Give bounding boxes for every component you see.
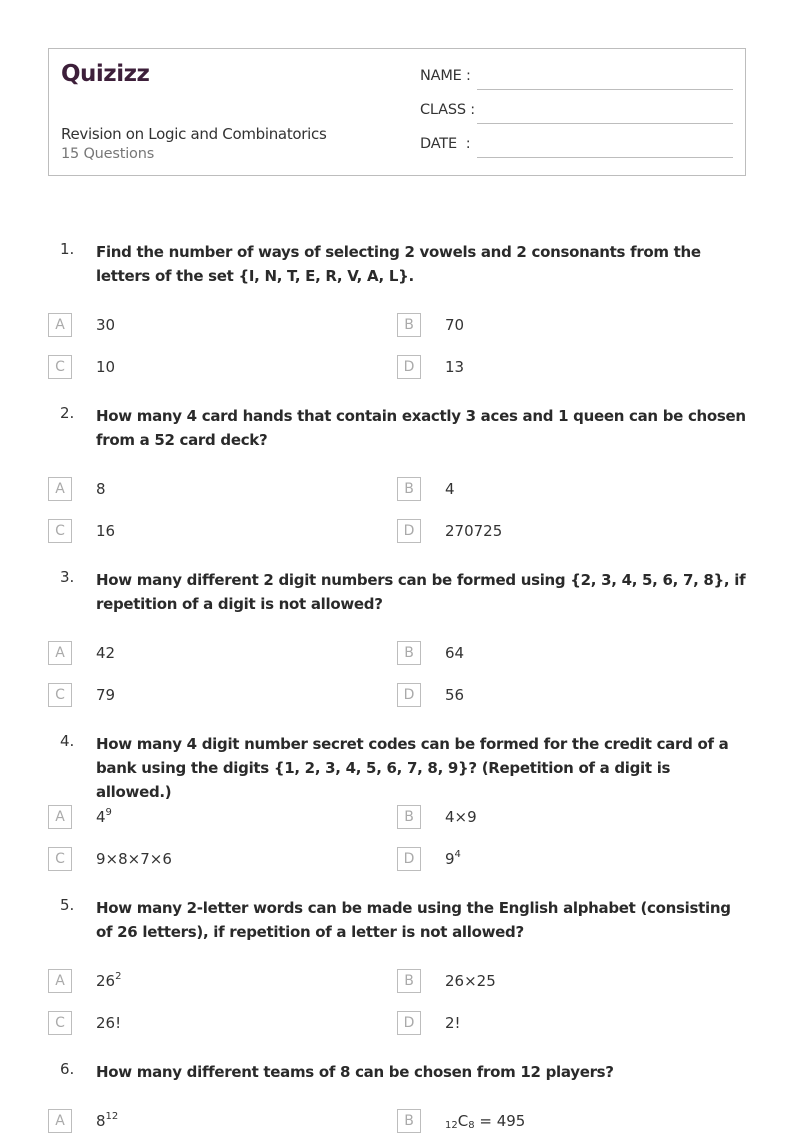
option-text: 79 — [96, 686, 116, 704]
question-text: How many 4 digit number secret codes can be formed for the credit card of a bank using the digits {1, 2, 3, 4, 5, 6, 7, 8, 9}? (Repetition of a digit is allowed.) — [96, 735, 729, 801]
question-number: 4. — [60, 732, 75, 750]
option-text: $8^{12}$ — [96, 1111, 119, 1130]
option-letter-box[interactable]: C — [48, 519, 72, 543]
question-number: 5. — [60, 896, 75, 914]
option-letter-box[interactable]: D — [397, 847, 421, 871]
option-text: $9^4$ — [445, 849, 461, 868]
option-letter-box[interactable]: C — [48, 355, 72, 379]
name-label: NAME : — [420, 68, 471, 84]
option-text: 8 — [96, 480, 106, 498]
question-number: 2. — [60, 404, 75, 422]
option-text: 30 — [96, 316, 116, 334]
worksheet-title: Revision on Logic and Combinatorics — [61, 125, 327, 143]
question-text: How many 4 card hands that contain exactly 3 aces and 1 queen can be chosen from a 52 card deck? — [96, 407, 746, 449]
option-letter-box[interactable]: A — [48, 477, 72, 501]
class-line[interactable] — [477, 123, 733, 124]
class-label: CLASS : — [420, 102, 475, 118]
option-letter-box[interactable]: C — [48, 683, 72, 707]
option-letter-box[interactable]: B — [397, 805, 421, 829]
logo-text: Quizizz — [61, 61, 150, 87]
option-text: 26! — [96, 1014, 122, 1032]
option-letter-box[interactable]: A — [48, 1109, 72, 1133]
option-text: 56 — [445, 686, 465, 704]
date-line[interactable] — [477, 157, 733, 158]
option-text: 16 — [96, 522, 116, 540]
option-letter-box[interactable]: D — [397, 683, 421, 707]
option-text: 13 — [445, 358, 465, 376]
option-letter-box[interactable]: B — [397, 313, 421, 337]
option-text: $26^2$ — [96, 971, 122, 990]
option-text: 42 — [96, 644, 116, 662]
option-letter-box[interactable]: B — [397, 477, 421, 501]
worksheet-header — [48, 48, 746, 176]
option-letter-box[interactable]: B — [397, 969, 421, 993]
option-letter-box[interactable]: A — [48, 969, 72, 993]
option-text: 26×25 — [445, 972, 496, 990]
option-letter-box[interactable]: D — [397, 355, 421, 379]
option-letter-box[interactable]: A — [48, 313, 72, 337]
option-letter-box[interactable]: B — [397, 641, 421, 665]
question-number: 1. — [60, 240, 75, 258]
option-text: 9×8×7×6 — [96, 850, 172, 868]
name-line[interactable] — [477, 89, 733, 90]
option-text: 10 — [96, 358, 116, 376]
option-text: 4×9 — [445, 808, 477, 826]
option-text: 4 — [445, 480, 455, 498]
date-label: DATE : — [420, 136, 471, 152]
question-number: 3. — [60, 568, 75, 586]
option-text: $_{12}C_8 = 495$ — [445, 1112, 526, 1131]
option-letter-box[interactable]: C — [48, 1011, 72, 1035]
question-number: 6. — [60, 1060, 75, 1078]
question-text: Find the number of ways of selecting 2 vowels and 2 consonants from the letters of the set {I, N, T, E, R, V, A, L}. — [96, 243, 701, 285]
option-text: 2! — [445, 1014, 461, 1032]
option-letter-box[interactable]: D — [397, 519, 421, 543]
question-text: How many different teams of 8 can be chosen from 12 players? — [96, 1063, 614, 1081]
option-text: $4^9$ — [96, 807, 112, 826]
option-letter-box[interactable]: A — [48, 641, 72, 665]
option-letter-box[interactable]: B — [397, 1109, 421, 1133]
option-text: 64 — [445, 644, 465, 662]
quizizz-logo — [61, 61, 149, 91]
question-text: How many 2-letter words can be made using the English alphabet (consisting of 26 letters), if repetition of a letter is not allowed? — [96, 899, 731, 941]
option-letter-box[interactable]: A — [48, 805, 72, 829]
option-text: 270725 — [445, 522, 503, 540]
question-text: How many different 2 digit numbers can be formed using {2, 3, 4, 5, 6, 7, 8}, if repetition of a digit is not allowed? — [96, 571, 746, 613]
option-letter-box[interactable]: C — [48, 847, 72, 871]
option-letter-box[interactable]: D — [397, 1011, 421, 1035]
option-text: 70 — [445, 316, 465, 334]
question-count: 15 Questions — [61, 146, 155, 162]
